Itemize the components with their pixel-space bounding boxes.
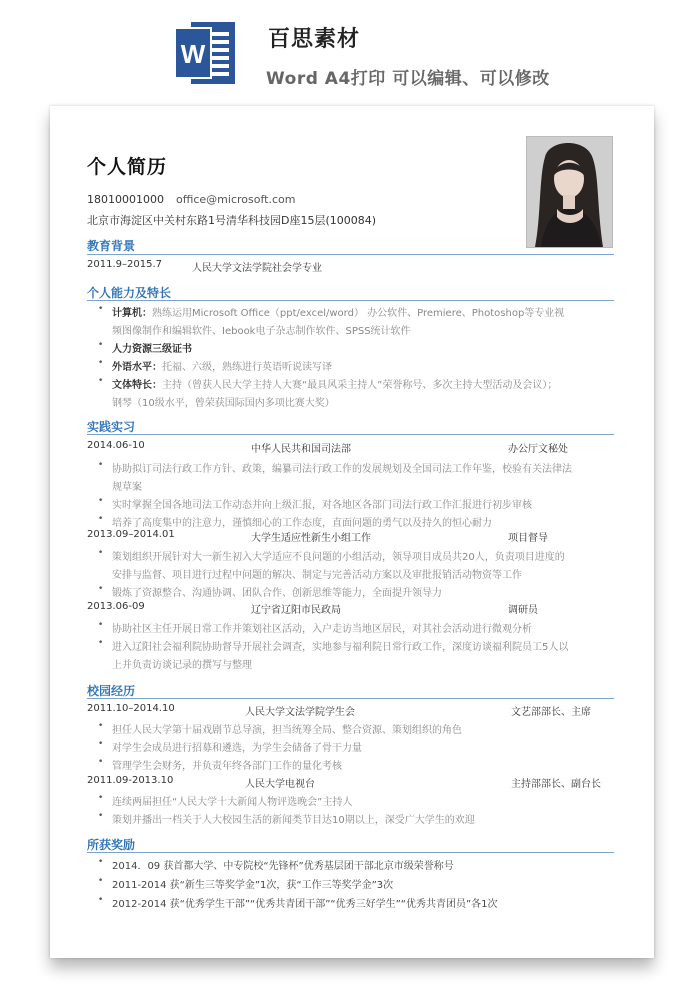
awards-section-title: 所获奖励 [87, 838, 136, 852]
profile-photo [526, 136, 613, 248]
job-org: 中华人民共和国司法部 [251, 444, 351, 455]
award-item: • 2011-2014 获“新生三等奖学金”1次，获“工作三等奖学金”3次 [98, 876, 394, 891]
campus-period: 2011.09-2013.10 [87, 775, 174, 786]
job-role: 项目督导 [508, 533, 548, 544]
banner-title: 百思素材 [268, 27, 361, 52]
award-item: • 2014．09 获首都大学、中专院校“先锋杯”优秀基层团干部北京市级荣誉称号 [98, 857, 454, 872]
skill-item-hr: • 人力资源三级证书 [98, 340, 192, 355]
award-item: • 2012-2014 获“优秀学生干部”“优秀共青团干部”“优秀三好学生”“优秀共青团员”各1次 [98, 895, 498, 910]
job-bullet-continued: 上并负责访谈记录的撰写与整理 [112, 660, 252, 671]
bullet-icon: • [98, 376, 104, 386]
job-role: 办公厅文秘处 [508, 444, 568, 455]
bullet-icon: • [98, 514, 104, 524]
section-divider [87, 852, 614, 853]
bullet-icon: • [98, 793, 104, 803]
job-org: 辽宁省辽阳市民政局 [251, 605, 341, 616]
job-bullet: • 协助拟订司法行政工作方针、政策，编纂司法行政工作的发展规划及全国司法工作年鉴，校验有关法律法 [98, 460, 572, 475]
campus-role: 文艺部部长、主席 [511, 707, 591, 718]
resume-title: 个人简历 [87, 156, 168, 178]
job-org: 大学生适应性新生小组工作 [251, 533, 371, 544]
job-period: 2013.09–2014.01 [87, 529, 175, 540]
bullet-icon: • [98, 721, 104, 731]
campus-bullet: • 管理学生会财务，并负责年终各部门工作的量化考核 [98, 757, 342, 772]
phone-number: 18010001000 [87, 193, 164, 206]
education-section-title: 教育背景 [87, 239, 136, 253]
education-period: 2011.9–2015.7 [87, 259, 162, 270]
skill-item-computer: • 计算机：熟练运用Microsoft Office（ppt/excel/word） 办公软件、Premiere、Photoshop等专业视 [98, 304, 565, 319]
bullet-icon: • [98, 340, 104, 350]
skill-item-computer-continued: 频图像制作和编辑软件、Iebook电子杂志制作软件、SPSS统计软件 [112, 326, 411, 337]
email-address: office@microsoft.com [176, 193, 296, 206]
campus-bullet: • 策划并播出一档关于人大校园生活的新闻类节目达10期以上，深受广大学生的欢迎 [98, 811, 475, 826]
address: 北京市海淀区中关村东路1号清华科技园D座15层(100084) [87, 214, 377, 227]
bullet-icon: • [98, 857, 104, 867]
header-banner [0, 0, 700, 100]
campus-bullet: • 担任人民大学第十届戏剧节总导演，担当统筹全局、整合资源、策划组织的角色 [98, 721, 462, 736]
job-bullet: • 策划组织开展针对大一新生初入大学适应不良问题的小组活动，领导项目成员共20人，负责项目进度的 [98, 548, 565, 563]
campus-period: 2011.10–2014.10 [87, 703, 175, 714]
section-divider [87, 254, 614, 255]
job-period: 2013.06-09 [87, 601, 145, 612]
bullet-icon: • [98, 876, 104, 886]
word-icon-letter: W [180, 39, 206, 69]
skill-item-arts-continued: 钢琴（10级水平，曾荣获国际国内多项比赛大奖） [112, 398, 335, 409]
campus-bullet: • 连续两届担任“人民大学十大新闻人物评选晚会”主持人 [98, 793, 353, 808]
job-bullet-continued: 安排与监督、项目进行过程中问题的解决、制定与完善活动方案以及审批报销活动物资等工作 [112, 570, 522, 581]
job-bullet: • 实时掌握全国各地司法工作动态并向上级汇报，对各地区各部门司法行政工作汇报进行初步审核 [98, 496, 532, 511]
skill-item-language: • 外语水平：托福、六级，熟练进行英语听说读写译 [98, 358, 332, 373]
portrait-image [527, 137, 612, 247]
bullet-icon: • [98, 304, 104, 314]
resume-page [50, 106, 654, 958]
bullet-icon: • [98, 638, 104, 648]
bullet-icon: • [98, 620, 104, 630]
campus-role: 主持部部长、副台长 [511, 779, 601, 790]
section-divider [87, 434, 614, 435]
banner-subtitle: Word A4打印 可以编辑、可以修改 [266, 69, 550, 89]
skills-section-title: 个人能力及特长 [87, 286, 172, 300]
skill-item-arts: • 文体特长：主持（曾获人民大学主持人大赛“最具风采主持人”荣誉称号、多次主持大型活动及会议）； [98, 376, 558, 391]
campus-section-title: 校园经历 [87, 684, 136, 698]
bullet-icon: • [98, 584, 104, 594]
practice-section-title: 实践实习 [87, 420, 136, 434]
bullet-icon: • [98, 895, 104, 905]
bullet-icon: • [98, 460, 104, 470]
bullet-icon: • [98, 739, 104, 749]
bullet-icon: • [98, 496, 104, 506]
campus-org: 人民大学电视台 [245, 779, 315, 790]
word-document-icon [173, 20, 239, 86]
bullet-icon: • [98, 548, 104, 558]
bullet-icon: • [98, 811, 104, 821]
section-divider [87, 300, 614, 301]
job-bullet: • 培养了高度集中的注意力，谨慎细心的工作态度，直面问题的勇气以及持久的恒心耐力 [98, 514, 492, 529]
campus-bullet: • 对学生会成员进行招募和遴选，为学生会储备了骨干力量 [98, 739, 362, 754]
job-bullet: • 协助社区主任开展日常工作并策划社区活动，入户走访当地区居民，对其社会活动进行微观分析 [98, 620, 532, 635]
education-school: 人民大学文法学院社会学专业 [192, 263, 322, 274]
bullet-icon: • [98, 358, 104, 368]
job-bullet: • 进入辽阳社会福利院协助督导开展社会调查，实地参与福利院日常行政工作，深度访谈福利院员工5人以 [98, 638, 569, 653]
section-divider [87, 698, 614, 699]
bullet-icon: • [98, 757, 104, 767]
job-bullet-continued: 规草案 [112, 482, 142, 493]
job-bullet: • 锻炼了资源整合、沟通协调、团队合作、创新思维等能力，全面提升领导力 [98, 584, 442, 599]
job-period: 2014.06-10 [87, 440, 145, 451]
campus-org: 人民大学文法学院学生会 [245, 707, 355, 718]
job-role: 调研员 [508, 605, 538, 616]
